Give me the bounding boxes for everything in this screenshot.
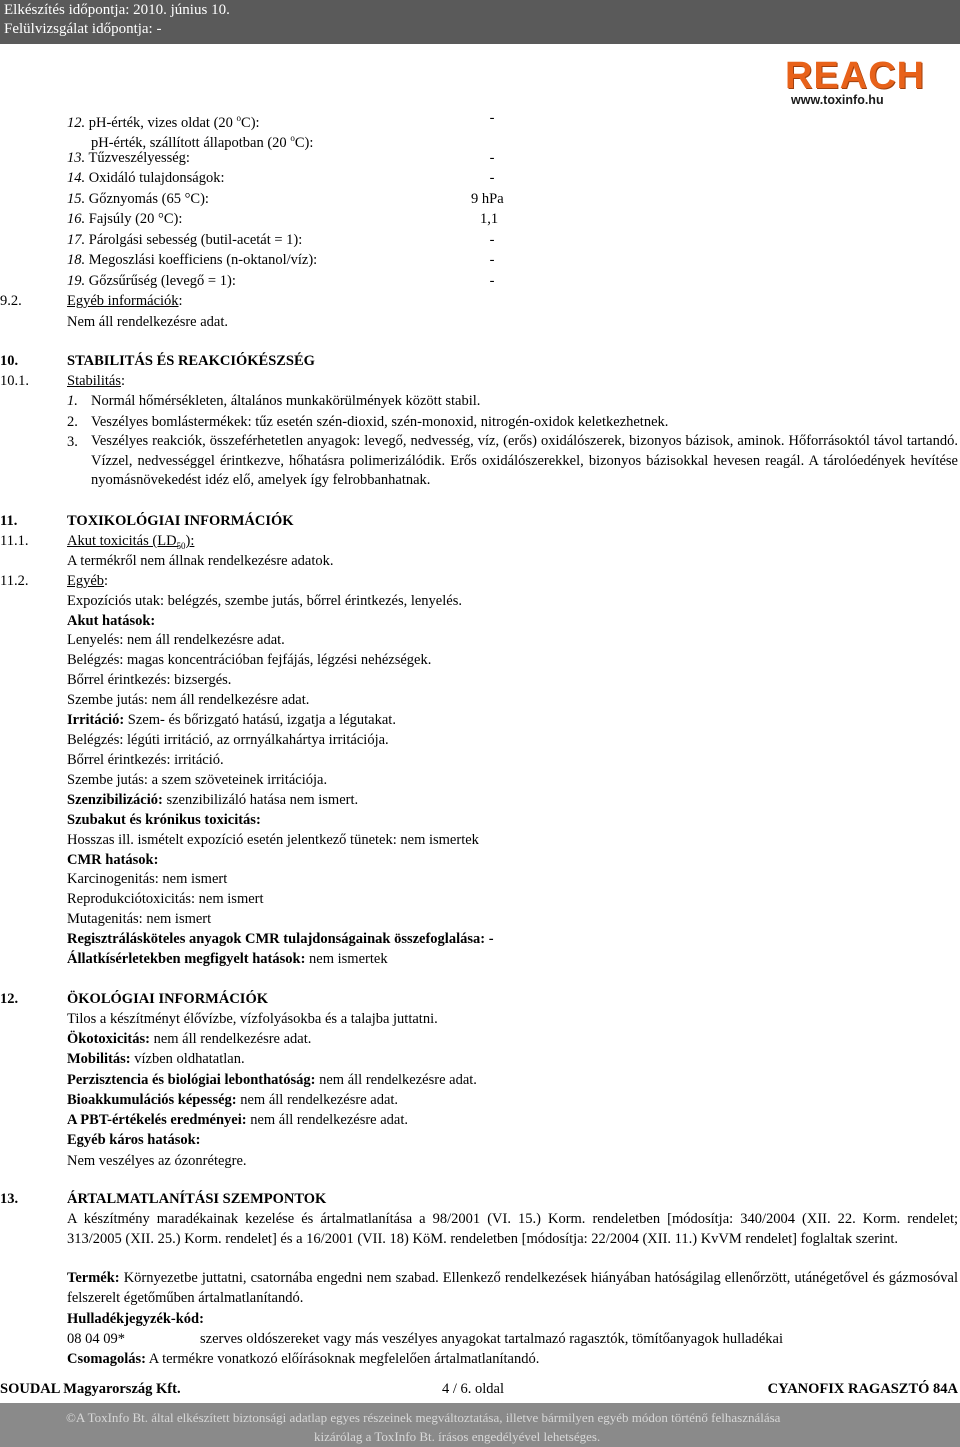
text-line: Karcinogenitás: nem ismert xyxy=(67,871,228,887)
text-line: Szenzibilizáció: szenzibilizáló hatása nem ismert. xyxy=(67,792,359,808)
subheading: Szubakut és krónikus toxicitás: xyxy=(67,812,261,828)
prop-value: 1,1 xyxy=(480,211,499,227)
prop-label: 16. Fajsúly (20 °C): xyxy=(67,211,183,227)
text-line: Bőrrel érintkezés: bizsergés. xyxy=(67,672,232,688)
prepared-date: Elkészítés időpontja: 2010. június 10. xyxy=(4,2,230,18)
section-number: 10.1. xyxy=(0,373,29,389)
text-line: Irritáció: Szem- és bőrizgató hatású, izgatja a légutakat. xyxy=(67,712,396,728)
text-line: Belégzés: magas koncentrációban fejfájás, légzési nehézségek. xyxy=(67,652,432,668)
section-heading: ÁRTALMATLANÍTÁSI SZEMPONTOK xyxy=(67,1191,327,1207)
footer-company: SOUDAL Magyarország Kft. xyxy=(0,1381,181,1397)
waste-code-description: szerves oldószereket vagy más veszélyes anyagokat tartalmazó ragasztók, tömítőanyagok hulladékai xyxy=(200,1331,784,1347)
section-heading: TOXIKOLÓGIAI INFORMÁCIÓK xyxy=(67,513,294,529)
reach-logo xyxy=(785,55,940,111)
paragraph: A készítmény maradékainak kezelése és ártalmatlanítása a 98/2001 (VI. 15.) Korm. rendeletben [módosítja: 340/2004 (XII. 22. Korm. rendelet; 313/2005 (XII. 25.) Korm. rendelet] és a 16/2001 (VII. 18) KöM. rendeletben [módosítja: 22/2004 (XII. 11.) KvVM rendelet] foglaltak szerint. xyxy=(67,1211,958,1247)
footer-page: 4 / 6. oldal xyxy=(442,1381,505,1397)
text-line: Belégzés: légúti irritáció, az orrnyálkahártya irritációja. xyxy=(67,732,389,748)
subheading: CMR hatások: xyxy=(67,852,159,868)
waste-code: 08 04 09* xyxy=(67,1331,125,1347)
revision-date: Felülvizsgálat időpontja: - xyxy=(4,21,162,37)
prop-value: - xyxy=(489,232,495,248)
prop-label: 19. Gőzsűrűség (levegő = 1): xyxy=(67,273,236,289)
subheading: Akut hatások: xyxy=(67,613,156,629)
text-line: Lenyelés: nem áll rendelkezésre adat. xyxy=(67,632,285,648)
header-band xyxy=(0,0,960,44)
prop-label: pH-érték, szállított állapotban (20 $^o$C): xyxy=(91,133,314,151)
list-item: Normál hőmérsékleten, általános munkakörülmények között stabil. xyxy=(91,393,481,409)
subheading: Egyéb káros hatások: xyxy=(67,1132,201,1148)
list-item: Veszélyes reakciók, összeférhetetlen anyagok: levegő, nedvesség, víz, (erős) oxidálószerek, bizonyos bázisok, aminok. Hőforrásoktól távol tartandó. Vízzel, nedvességgel érintkezve, hőhatásra polimerizálódik. Erős oxidálószerekkel, bizonyos bázisokkal hevesen reagál. A tárolóedények hevítése nyomásnövekedést idéz elő, amelyek így felrobbanhatnak. xyxy=(91,433,958,488)
footer-product: CYANOFIX RAGASZTÓ 84A xyxy=(767,1381,958,1397)
prop-value: - xyxy=(489,273,495,289)
prop-label: 13. Tűzveszélyesség: xyxy=(67,150,190,166)
section-title: Akut toxicitás $(LD_{50})$: xyxy=(67,533,195,551)
text-line: Reprodukciótoxicitás: nem ismert xyxy=(67,891,264,907)
text-line: Bőrrel érintkezés: irritáció. xyxy=(67,752,224,768)
text-line: A PBT-értékelés eredményei: nem áll rendelkezésre adat. xyxy=(67,1112,409,1128)
text-line: Ökotoxicitás: nem áll rendelkezésre adat. xyxy=(67,1031,312,1047)
text-line: Mutagenitás: nem ismert xyxy=(67,911,212,927)
prop-value: - xyxy=(489,150,495,166)
section-text: A termékről nem állnak rendelkezésre adatok. xyxy=(67,553,334,569)
text-line: Csomagolás: A termékre vonatkozó előírásoknak megfelelően ártalmatlanítandó. xyxy=(67,1351,540,1367)
section-heading: ÖKOLÓGIAI INFORMÁCIÓK xyxy=(67,991,268,1007)
text-line: Hosszas ill. ismételt expozíció esetén jelentkező tünetek: nem ismertek xyxy=(67,832,479,848)
list-num: 1. xyxy=(67,393,78,409)
logo-url: www.toxinfo.hu xyxy=(791,93,884,107)
text-line: Szembe jutás: a szem szöveteinek irritációja. xyxy=(67,772,328,788)
section-heading: STABILITÁS ÉS REAKCIÓKÉSZSÉG xyxy=(67,353,315,369)
text-line: Expozíciós utak: belégzés, szembe jutás, bőrrel érintkezés, lenyelés. xyxy=(67,593,462,609)
subheading: Hulladékjegyzék-kód: xyxy=(67,1311,204,1327)
text-line: Szembe jutás: nem áll rendelkezésre adat. xyxy=(67,692,310,708)
section-title: Egyéb információk: xyxy=(67,293,183,309)
prop-value: - xyxy=(489,252,495,268)
list-num: 3. xyxy=(67,434,78,450)
text-line: Tilos a készítményt élővízbe, vízfolyásokba és a talajba juttatni. xyxy=(67,1011,438,1027)
section-number: 11.2. xyxy=(0,573,29,589)
prop-label: 14. Oxidáló tulajdonságok: xyxy=(67,170,225,186)
section-number: 13. xyxy=(0,1191,19,1207)
section-title: Egyéb: xyxy=(67,573,109,589)
section-number: 11. xyxy=(0,513,18,529)
text-line: Perzisztencia és biológiai lebonthatóság: nem áll rendelkezésre adat. xyxy=(67,1072,477,1088)
prop-label: 18. Megoszlási koefficiens (n-oktanol/víz): xyxy=(67,252,318,268)
copyright-line: kizárólag a ToxInfo Bt. írásos engedélyével lehetséges. xyxy=(314,1429,601,1444)
copyright-band xyxy=(0,1403,960,1447)
paragraph: Termék: Környezetbe juttatni, csatornába engedni nem szabad. Ellenkező rendelkezések hiányában hatóságilag ellenőrzött, utánégetővel és gázmosóval felszerelt égetőműben ártalmatlanítandó. xyxy=(67,1270,958,1306)
section-number: 9.2. xyxy=(0,293,22,309)
section-number: 12. xyxy=(0,991,19,1007)
list-num: 2. xyxy=(67,414,78,430)
section-text: Nem áll rendelkezésre adat. xyxy=(67,314,229,330)
logo-text: REACH xyxy=(785,55,926,97)
copyright-line: ©A ToxInfo Bt. által elkészített biztonsági adatlap egyes részeinek megváltoztatása, illetve bármilyen egyéb módon történő felhasználása xyxy=(66,1410,781,1425)
section-title: Stabilitás: xyxy=(67,373,126,389)
list-item: Veszélyes bomlástermékek: tűz esetén szén-dioxid, szén-monoxid, nitrogén-oxidok keletkezhetnek. xyxy=(91,414,669,430)
prop-label: 15. Gőznyomás (65 °C): xyxy=(67,191,209,207)
prop-label: 17. Párolgási sebesség (butil-acetát = 1): xyxy=(67,232,303,248)
prop-value: - xyxy=(489,110,495,126)
section-number: 11.1. xyxy=(0,533,29,549)
prop-value: 9 hPa xyxy=(471,191,504,207)
text-line: Nem veszélyes az ózonrétegre. xyxy=(67,1153,247,1169)
text-line: Mobilitás: vízben oldhatatlan. xyxy=(67,1051,245,1067)
text-line: Állatkísérletekben megfigyelt hatások: nem ismertek xyxy=(67,951,388,967)
text-line: Regisztrálásköteles anyagok CMR tulajdonságainak összefoglalása: - xyxy=(67,931,494,947)
prop-label: 12. pH-érték, vizes oldat (20 $^o$C): xyxy=(67,113,260,131)
prop-value: - xyxy=(489,170,495,186)
text-line: Bioakkumulációs képesség: nem áll rendelkezésre adat. xyxy=(67,1092,399,1108)
section-number: 10. xyxy=(0,353,19,369)
